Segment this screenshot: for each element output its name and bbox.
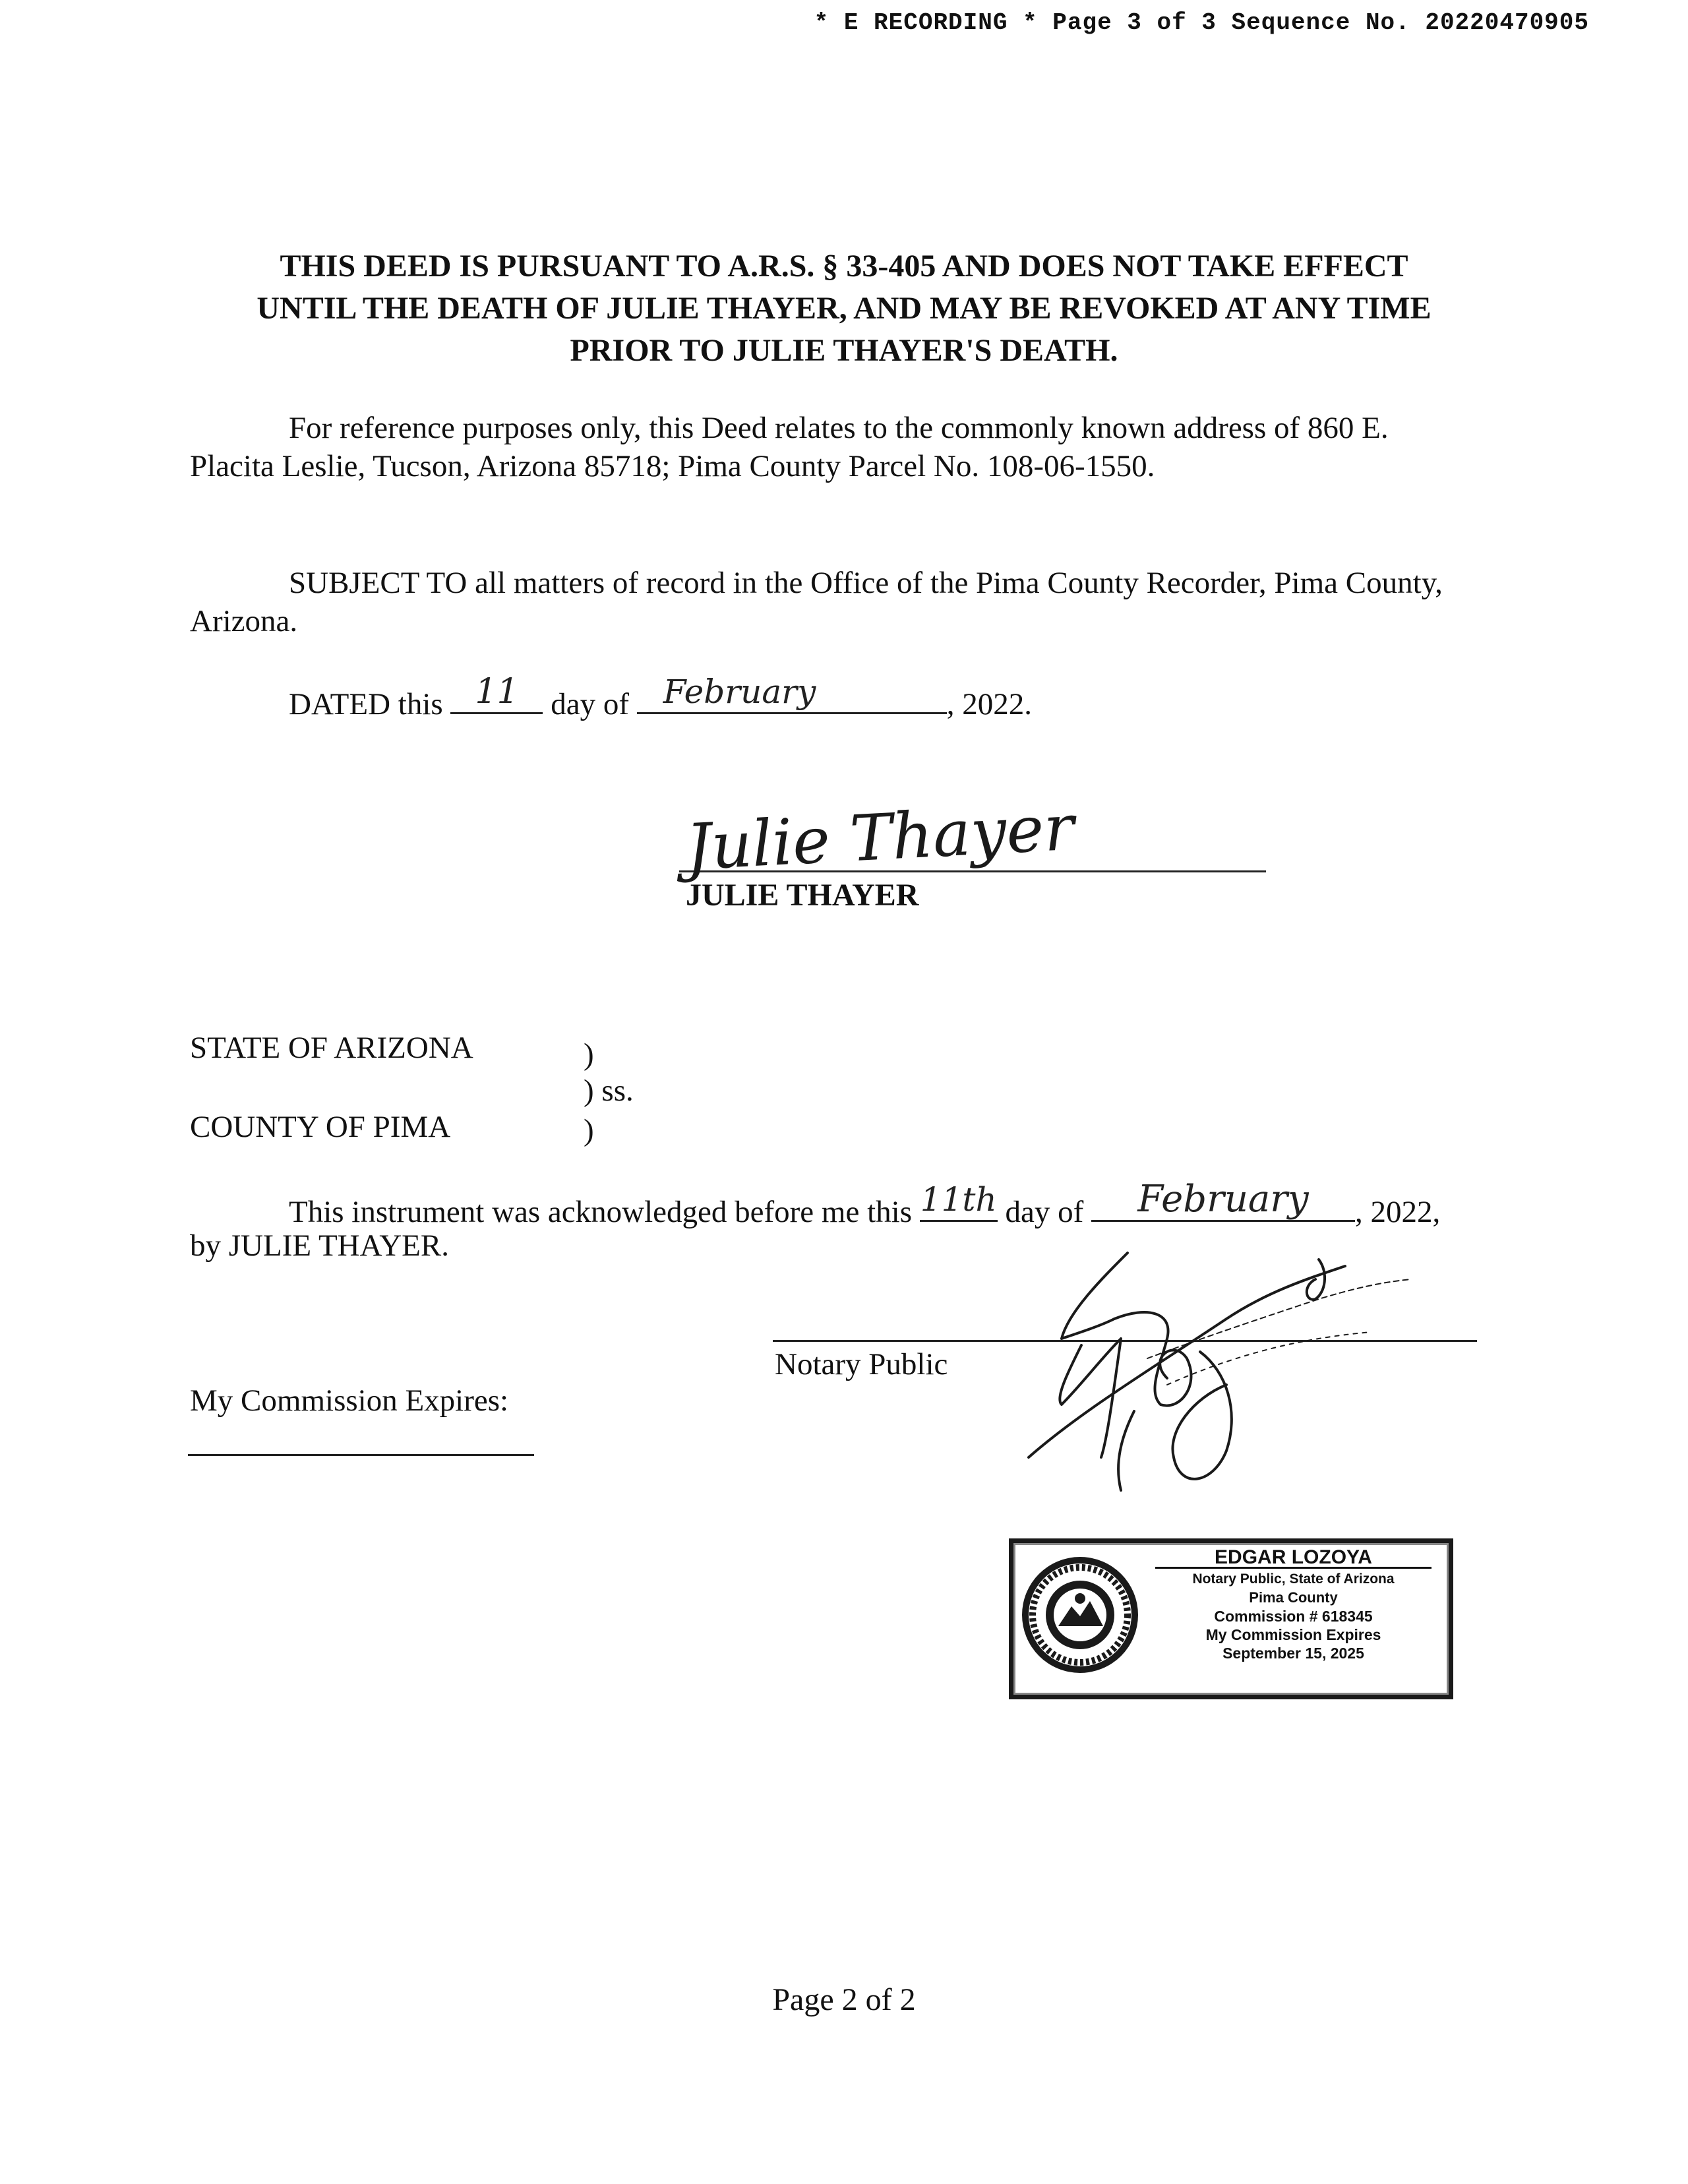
notary-stamp [1009,1538,1453,1699]
notice-line-1: THIS DEED IS PURSUANT TO A.R.S. § 33-405 AND DOES NOT TAKE EFFECT [280,249,1408,284]
stamp-expires-date: September 15, 2025 [1222,1645,1364,1662]
ack-prefix: This instrument was acknowledged before me this [289,1195,912,1229]
dated-prefix: DATED this [289,687,443,721]
ack-day-blank [920,1180,998,1222]
dated-day-blank [450,672,543,714]
grantor-name: JULIE THAYER [686,878,919,913]
arizona-seal-icon [1019,1554,1141,1676]
commission-expires-label: My Commission Expires: [190,1383,509,1418]
ack-month: February [1137,1178,1309,1221]
subject-line-2: Arizona. [190,604,298,638]
stamp-name: EDGAR LOZOYA [1155,1548,1432,1569]
ack-day: 11th [920,1180,997,1219]
venue-county: COUNTY OF PIMA [190,1110,451,1144]
stamp-county: Pima County [1249,1589,1338,1606]
venue-state: STATE OF ARIZONA [190,1031,473,1065]
recording-header: * E RECORDING * Page 3 of 3 Sequence No. 20220470905 [814,9,1589,36]
dated-suffix: , 2022. [946,687,1032,721]
grantor-signature-line [679,790,1266,885]
stamp-title: Notary Public, State of Arizona [1192,1571,1395,1587]
stamp-text [1142,1548,1445,1662]
subject-line-1: SUBJECT TO all matters of record in the Office of the Pima County Recorder, Pima County, [289,566,1443,600]
commission-expires-blank [188,1454,534,1456]
venue-paren-1: ) [584,1037,594,1072]
notary-public-label: Notary Public [775,1347,948,1381]
notice-line-2: UNTIL THE DEATH OF JULIE THAYER, AND MAY BE REVOKED AT ANY TIME [256,291,1432,326]
ack-month-blank [1091,1178,1355,1222]
dated-middle: day of [551,687,629,721]
dated-month-blank [637,673,947,714]
venue-ss: ) ss. [584,1074,634,1108]
ack-line-2: by JULIE THAYER. [190,1228,449,1263]
deed-notice [158,245,1530,372]
reference-paragraph [190,409,1389,485]
notice-line-3: PRIOR TO JULIE THAYER'S DEATH. [570,333,1118,368]
subject-paragraph [190,564,1443,640]
stamp-commission: Commission # 618345 [1214,1608,1373,1625]
grantor-signature: Julie Thayer [684,790,1076,885]
reference-line-1: For reference purposes only, this Deed relates to the commonly known address of 860 E. [289,411,1389,445]
ack-middle: day of [1005,1195,1084,1229]
notary-signature-scribble [950,1240,1451,1517]
ack-suffix: , 2022, [1355,1195,1441,1229]
stamp-expires-label: My Commission Expires [1205,1626,1381,1643]
reference-line-2: Placita Leslie, Tucson, Arizona 85718; Pima County Parcel No. 108-06-1550. [190,449,1155,483]
dated-day: 11 [475,672,519,712]
acknowledgment-line [289,1178,1441,1231]
dated-month: February [663,673,816,711]
page-number: Page 2 of 2 [772,1982,916,2017]
venue-paren-3: ) [584,1113,594,1147]
dated-line [289,672,1032,723]
